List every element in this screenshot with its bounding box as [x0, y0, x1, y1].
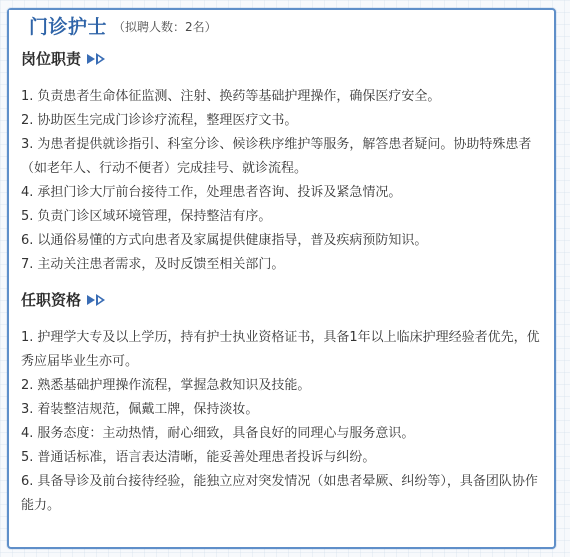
list-item: [21, 133, 541, 181]
section-title: [21, 48, 541, 69]
item-number: 3.: [21, 137, 34, 152]
list-item: [21, 470, 541, 518]
section-spacer: [21, 277, 541, 289]
item-number: 7.: [21, 257, 34, 272]
item-number: 5.: [21, 450, 34, 465]
item-text: 以通俗易懂的方式向患者及家属提供健康指导，普及疾病预防知识。: [37, 233, 428, 248]
job-content: [21, 48, 541, 518]
item-text: 服务态度：主动热情，耐心细致，具备良好的同理心与服务意识。: [37, 426, 415, 441]
item-number: 6.: [21, 233, 34, 248]
section-responsibilities: [21, 48, 541, 277]
item-text: 主动关注患者需求，及时反馈至相关部门。: [37, 257, 285, 272]
list-item: [21, 181, 541, 205]
hollow-triangle-icon: [96, 53, 105, 65]
hollow-triangle-icon: [96, 294, 105, 306]
item-text: 承担门诊大厅前台接待工作，处理患者咨询、投诉及紧急情况。: [37, 185, 402, 200]
hiring-count: （拟聘人数：2名）: [113, 20, 217, 34]
item-text: 负责患者生命体征监测、注射、换药等基础护理操作，确保医疗安全。: [37, 89, 441, 104]
item-text: 普通话标准，语言表达清晰，能妥善处理患者投诉与纠纷。: [37, 450, 376, 465]
list-item: [21, 229, 541, 253]
job-title-header: [9, 10, 227, 40]
job-posting-card: [7, 8, 556, 549]
section-title-text: 岗位职责: [21, 50, 82, 68]
qualifications-list: [21, 326, 541, 518]
play-triangles-icon: [87, 294, 105, 306]
item-number: 4.: [21, 426, 34, 441]
section-title: [21, 289, 541, 310]
item-text: 熟悉基础护理操作流程，掌握急救知识及技能。: [37, 378, 311, 393]
item-number: 2.: [21, 378, 34, 393]
item-text: 为患者提供就诊指引、科室分诊、候诊秩序维护等服务，解答患者疑问。协助特殊患者（如老年人、行动不便者）完成挂号、就诊流程。: [21, 137, 532, 176]
list-item: [21, 109, 541, 133]
section-title-text: 任职资格: [21, 291, 82, 309]
list-item: [21, 422, 541, 446]
item-text: 具备导诊及前台接待经验，能独立应对突发情况（如患者晕厥、纠纷等），具备团队协作能力。: [21, 474, 538, 513]
list-item: [21, 398, 541, 422]
list-item: [21, 205, 541, 229]
solid-triangle-icon: [87, 54, 95, 64]
list-item: [21, 326, 541, 374]
item-number: 5.: [21, 209, 34, 224]
item-number: 1.: [21, 89, 34, 104]
item-number: 2.: [21, 113, 34, 128]
responsibilities-list: [21, 85, 541, 277]
item-text: 协助医生完成门诊诊疗流程，整理医疗文书。: [37, 113, 298, 128]
item-number: 6.: [21, 474, 34, 489]
item-text: 护理学大专及以上学历，持有护士执业资格证书，具备1年以上临床护理经验者优先，优秀应届毕业生亦可。: [21, 330, 540, 369]
list-item: [21, 85, 541, 109]
play-triangles-icon: [87, 53, 105, 65]
job-title: 门诊护士: [29, 15, 108, 38]
list-item: [21, 446, 541, 470]
item-text: 着装整洁规范，佩戴工牌，保持淡妆。: [37, 402, 259, 417]
solid-triangle-icon: [87, 295, 95, 305]
section-qualifications: [21, 289, 541, 518]
item-number: 3.: [21, 402, 34, 417]
item-number: 1.: [21, 330, 34, 345]
list-item: [21, 374, 541, 398]
item-text: 负责门诊区域环境管理，保持整洁有序。: [37, 209, 272, 224]
item-number: 4.: [21, 185, 34, 200]
list-item: [21, 253, 541, 277]
